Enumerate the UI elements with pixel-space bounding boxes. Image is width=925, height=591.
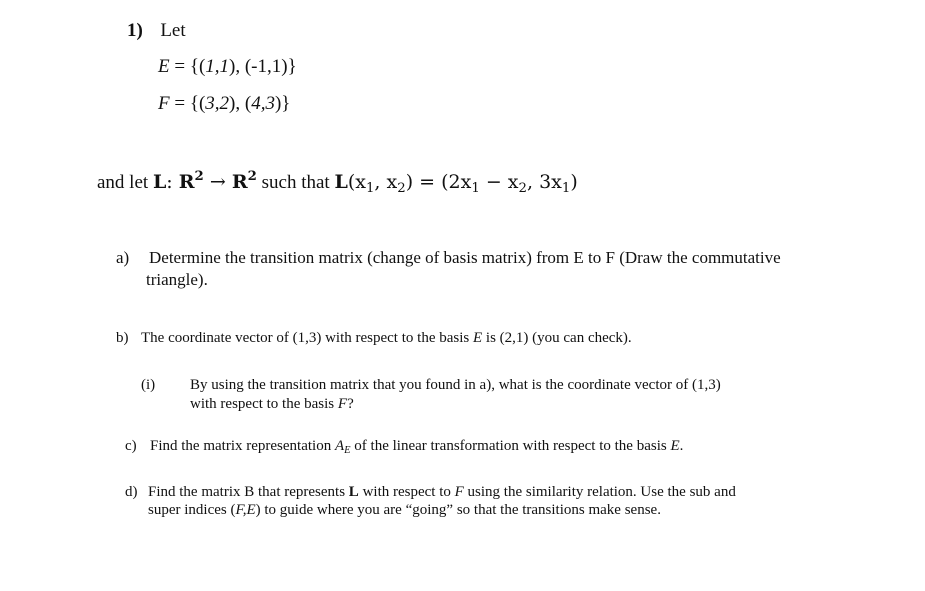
- formula-sub-2: 2: [397, 180, 406, 196]
- part-d-label: d): [125, 484, 138, 500]
- formula-minus: − x: [479, 171, 519, 193]
- set-f-eq: = {(: [169, 93, 206, 114]
- problem-header: [127, 20, 186, 42]
- part-b-i-label: (i): [141, 377, 156, 393]
- part-b-text-post: is (2,1) (you can check).: [482, 330, 632, 346]
- such-that-text: such that: [256, 172, 335, 193]
- part-d-line-2: [148, 502, 661, 519]
- set-f-vector-1: 3,2: [205, 93, 230, 114]
- part-d-indices: F,E: [235, 502, 256, 518]
- part-d-line-1-pre: Find the matrix B that represents: [148, 484, 349, 500]
- part-c-text-post: .: [679, 438, 684, 454]
- part-a-label: a): [116, 248, 130, 267]
- part-c-label: c): [125, 438, 137, 454]
- set-f-definition: [158, 93, 290, 115]
- formula-comma: , x: [374, 171, 398, 193]
- part-c-text-mid: of the linear transformation with respect to the basis: [350, 438, 671, 454]
- formula-args: (x: [347, 171, 366, 193]
- part-d-basis: F: [454, 484, 464, 500]
- set-e-vector-1: 1,1: [205, 56, 230, 77]
- set-e-eq: = {(: [169, 56, 206, 77]
- part-b-text-pre: The coordinate vector of (1,3) with respect to the basis: [141, 330, 473, 346]
- part-d-line-1-mid: with respect to: [358, 484, 455, 500]
- part-b-label: b): [116, 330, 129, 346]
- formula-sub-5: 1: [561, 180, 571, 196]
- part-c-matrix-subscript: E: [344, 445, 351, 457]
- formula-sub-1: 1: [365, 180, 375, 196]
- formula-close: ): [570, 171, 578, 193]
- part-b-i-line-2-pre: with respect to the basis: [190, 396, 338, 412]
- map-symbol-l: L: [152, 171, 167, 193]
- part-c-matrix-symbol: A: [334, 438, 345, 454]
- map-colon: :: [166, 171, 179, 193]
- part-a-line-2: triangle).: [146, 270, 208, 289]
- part-d-line-1-post: using the similarity relation. Use the sub and: [463, 484, 736, 500]
- map-arrow: →: [203, 171, 232, 193]
- formula-sub-4: 2: [518, 180, 527, 196]
- part-d-line-1: [148, 484, 736, 501]
- part-c-text: [150, 438, 683, 455]
- part-c-basis: E: [670, 438, 680, 454]
- part-b-i-line-2: [190, 396, 354, 413]
- linear-map-definition: [97, 171, 578, 194]
- part-d-line-2-post: ) to guide where you are “going” so that the transitions make sense.: [255, 502, 661, 518]
- formula-l: L: [334, 171, 348, 193]
- part-b-i-basis: F: [337, 396, 348, 412]
- set-f-sep: ), (: [229, 93, 252, 114]
- part-d-map-symbol: L: [348, 484, 359, 500]
- problem-number: 1): [127, 20, 143, 41]
- formula-eq: ) = (2x: [405, 171, 472, 193]
- part-b-i-line-2-post: ?: [347, 396, 354, 412]
- part-a-line-1: Determine the transition matrix (change of basis matrix) from E to F (Draw the commutative: [149, 248, 781, 267]
- domain-exponent: 2: [194, 169, 204, 185]
- codomain-symbol: R: [231, 171, 248, 193]
- formula-comma-2: , 3x: [526, 171, 562, 193]
- formula-sub-3: 1: [471, 180, 480, 196]
- set-e-rest: ), (-1,1)}: [229, 56, 297, 77]
- set-e-name: E: [158, 56, 170, 77]
- map-prefix: and let: [97, 172, 153, 193]
- set-f-name: F: [158, 93, 170, 114]
- part-c-text-pre: Find the matrix representation: [150, 438, 335, 454]
- part-b-i-line-1: By using the transition matrix that you found in a), what is the coordinate vector of (1,3): [190, 377, 721, 393]
- part-b-basis: E: [472, 330, 483, 346]
- set-f-rest: )}: [274, 93, 291, 114]
- set-f-vector-2: 4,3: [251, 93, 275, 114]
- codomain-exponent: 2: [247, 169, 257, 185]
- part-b-text: [141, 330, 632, 347]
- set-e-definition: [158, 56, 297, 78]
- domain-symbol: R: [178, 171, 195, 193]
- let-label: Let: [160, 20, 186, 41]
- part-d-line-2-pre: super indices (: [148, 502, 236, 518]
